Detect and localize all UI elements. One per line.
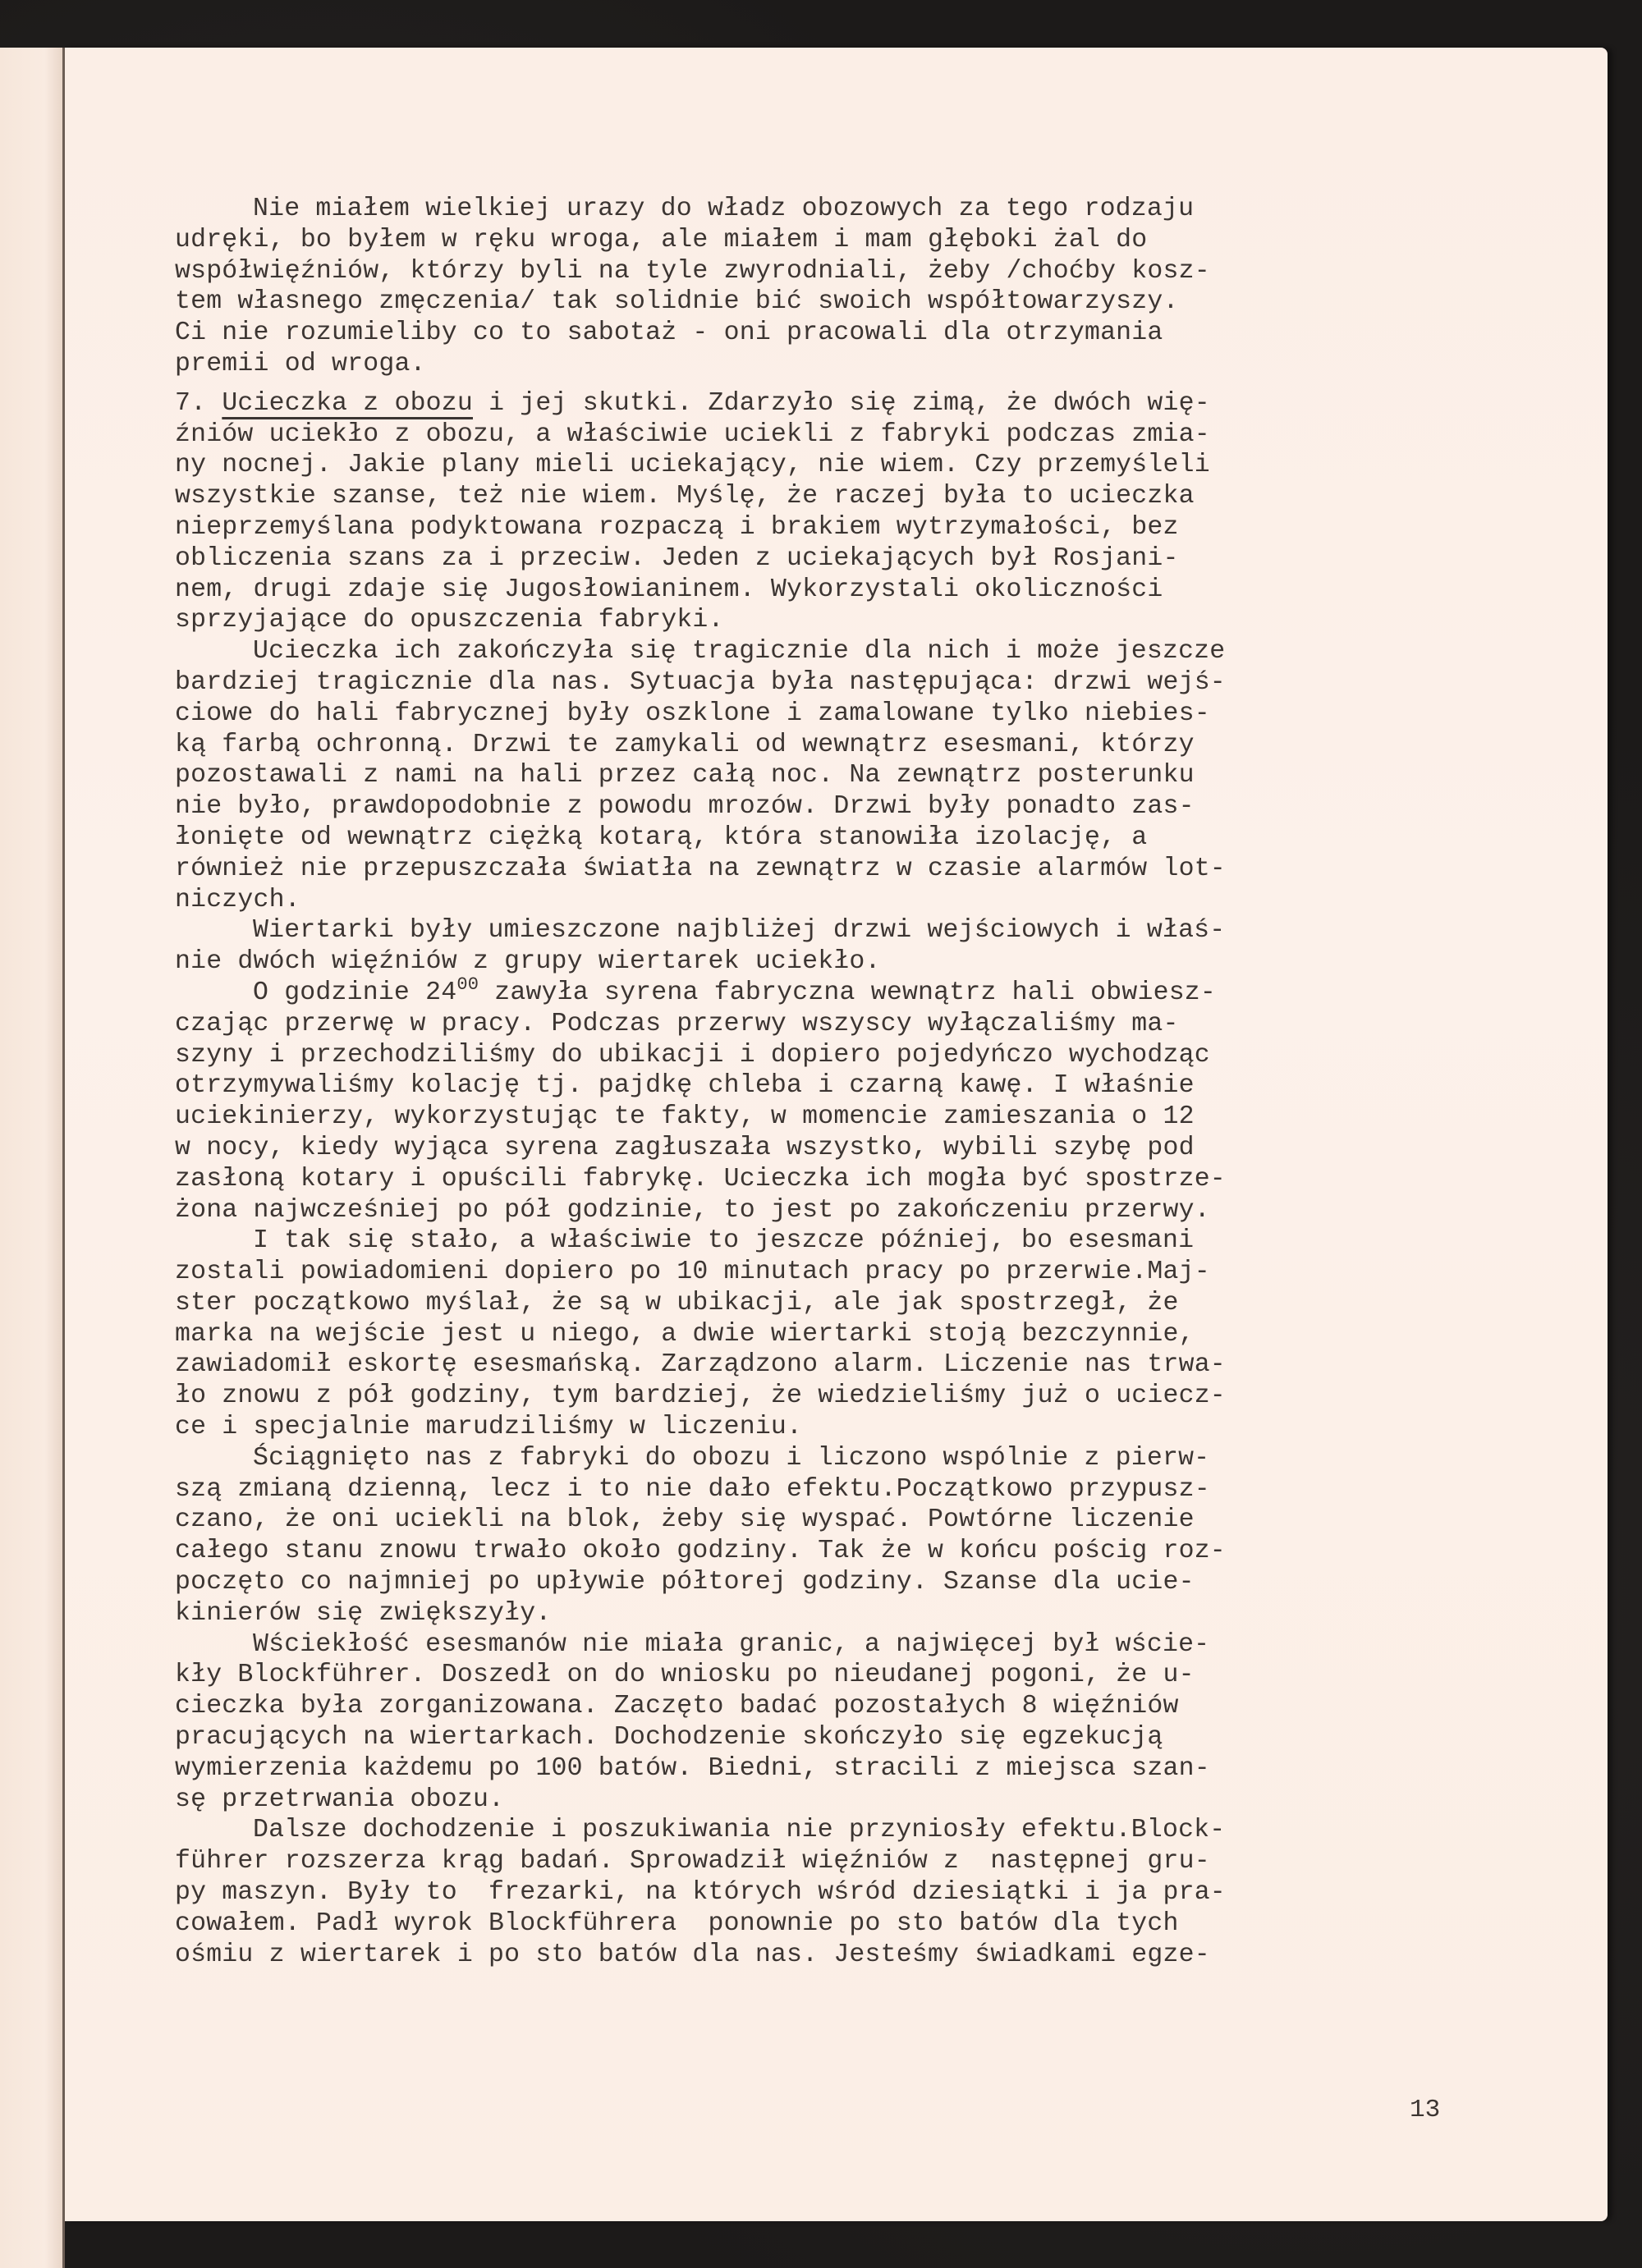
text-line: bardziej tragicznie dla nas. Sytuacja była następująca: drzwi wejś-: [175, 667, 1226, 697]
text-line: całego stanu znowu trwało około godziny. Tak że w końcu pościg roz-: [175, 1537, 1226, 1566]
text-line: łonięte od wewnątrz ciężką kotarą, która stanowiła izolację, a: [175, 822, 1148, 852]
superscript: 00: [456, 974, 479, 995]
text-line: führer rozszerza krąg badań. Sprowadził więźniów z następnej gru-: [175, 1847, 1210, 1876]
text-span: i jej skutki. Zdarzyło się zimą, że dwóch wię-: [488, 388, 1210, 418]
text-line: sprzyjające do opuszczenia fabryki.: [175, 606, 724, 635]
text-line: marka na wejście jest u niego, a dwie wiertarki stoją bezczynnie,: [175, 1319, 1195, 1349]
text-line: żona najwcześniej po pół godzinie, to jest po zakończeniu przerwy.: [175, 1195, 1210, 1225]
text-line: Wściekłość esesmanów nie miała granic, a najwięcej był wście-: [253, 1629, 1210, 1659]
text-line: sę przetrwania obozu.: [175, 1785, 505, 1814]
text-line: wymierzenia każdemu po 100 batów. Biedni, stracili z miejsca szan-: [175, 1753, 1210, 1783]
previous-page-edge: [0, 48, 64, 2268]
text-line: premii od wroga.: [175, 349, 426, 378]
text-line: kinierów się zwiększyły.: [175, 1598, 552, 1628]
text-line: zasłoną kotary i opuścili fabrykę. Ucieczka ich mogła być spostrze-: [175, 1164, 1226, 1194]
text-line: kły Blockführer. Doszedł on do wniosku po nieudanej pogoni, że u-: [175, 1661, 1195, 1690]
paragraph: [175, 636, 1456, 915]
text-line: również nie przepuszczała światła na zewnątrz w czasie alarmów lot-: [175, 854, 1226, 883]
text-line: ciowe do hali fabrycznej były oszklone i zamalowane tylko niebies-: [175, 699, 1210, 728]
body-text: [175, 194, 1456, 1970]
text-line: ło znowu z pół godziny, tym bardziej, że wiedzieliśmy już o uciecz-: [175, 1381, 1226, 1411]
paragraph: [175, 1443, 1456, 1629]
paragraph: [175, 1815, 1456, 1970]
text-line: nie dwóch więźniów z grupy wiertarek uciekło.: [175, 947, 881, 977]
text-line: obliczenia szans za i przeciw. Jeden z uciekających był Rosjani-: [175, 543, 1179, 573]
paragraph: [175, 974, 1456, 1226]
text-line: nem, drugi zdaje się Jugosłowianinem. Wykorzystali okoliczności: [175, 575, 1163, 604]
paragraph: [175, 1629, 1456, 1816]
text-line: pozostawali z nami na hali przez całą noc. Na zewnątrz posterunku: [175, 761, 1195, 790]
text-span: O godzinie 24: [253, 978, 457, 1007]
paragraph: [175, 388, 1456, 636]
text-line: wszystkie szanse, też nie wiem. Myślę, że raczej była to ucieczka: [175, 482, 1195, 511]
text-line: uciekinierzy, wykorzystując te fakty, w momencie zamieszania o 12: [175, 1102, 1195, 1132]
paragraph: [175, 194, 1456, 380]
text-line: otrzymywaliśmy kolację tj. pajdkę chleba i czarną kawę. I właśnie: [175, 1071, 1195, 1101]
text-line: [175, 974, 1456, 1009]
text-line: ośmiu z wiertarek i po sto batów dla nas. Jesteśmy świadkami egze-: [175, 1940, 1210, 1969]
text-line: zostali powiadomieni dopiero po 10 minutach pracy po przerwie.Maj-: [175, 1258, 1210, 1287]
text-line: źniów uciekło z obozu, a właściwie uciekli z fabryki podczas zmia-: [175, 419, 1210, 449]
text-line: Ściągnięto nas z fabryki do obozu i liczono wspólnie z pierw-: [253, 1443, 1210, 1473]
text-line: udręki, bo byłem w ręku wroga, ale miałem i mam głęboki żal do: [175, 225, 1148, 254]
text-line: czano, że oni uciekli na blok, żeby się wyspać. Powtórne liczenie: [175, 1505, 1195, 1535]
text-line: tem własnego zmęczenia/ tak solidnie bić swoich współtowarzyszy.: [175, 287, 1179, 317]
text-span: zawyła syrena fabryczna wewnątrz hali obwiesz-: [479, 978, 1217, 1007]
text-line: szyny i przechodziliśmy do ubikacji i dopiero pojedyńczo wychodząc: [175, 1040, 1210, 1070]
text-line: czając przerwę w pracy. Podczas przerwy wszyscy wyłączaliśmy ma-: [175, 1009, 1179, 1038]
text-line: zawiadomił eskortę esesmańską. Zarządzono alarm. Liczenie nas trwa-: [175, 1350, 1226, 1380]
text-line: ką farbą ochronną. Drzwi te zamykali od wewnątrz esesmani, którzy: [175, 730, 1195, 759]
section-title: Ucieczka z obozu: [222, 388, 473, 418]
paragraph: [175, 915, 1456, 978]
text-line: poczęto co najmniej po upływie półtorej godziny. Szanse dla ucie-: [175, 1568, 1195, 1597]
section-number: 7.: [175, 388, 207, 418]
text-line: py maszyn. Były to frezarki, na których wśród dziesiątki i ja pra-: [175, 1878, 1226, 1908]
text-line: cowałem. Padł wyrok Blockführera ponownie po sto batów dla tych: [175, 1908, 1179, 1938]
text-line: szą zmianą dzienną, lecz i to nie dało efektu.Początkowo przypusz-: [175, 1474, 1210, 1504]
text-line: I tak się stało, a właściwie to jeszcze później, bo esesmani: [253, 1226, 1195, 1256]
text-line: Dalsze dochodzenie i poszukiwania nie przyniosły efektu.Block-: [253, 1816, 1226, 1845]
text-line: niczych.: [175, 885, 300, 914]
text-line: ce i specjalnie marudziliśmy w liczeniu.: [175, 1413, 803, 1442]
text-line: cieczka była zorganizowana. Zaczęto badać pozostałych 8 więźniów: [175, 1692, 1179, 1721]
page-number: 13: [1410, 2096, 1441, 2124]
text-line: ster początkowo myślał, że są w ubikacji, ale jak spostrzegł, że: [175, 1288, 1179, 1317]
text-line: współwięźniów, którzy byli na tyle zwyrodniali, żeby /choćby kosz-: [175, 256, 1210, 286]
text-line: nie było, prawdopodobnie z powodu mrozów. Drzwi były ponadto zas-: [175, 792, 1195, 822]
text-line: pracujących na wiertarkach. Dochodzenie skończyło się egzekucją: [175, 1723, 1163, 1753]
text-line: Wiertarki były umieszczone najbliżej drzwi wejściowych i właś-: [253, 916, 1226, 946]
paragraph: [175, 1226, 1456, 1443]
text-line: ny nocnej. Jakie plany mieli uciekający, nie wiem. Czy przemyśleli: [175, 451, 1210, 480]
text-line: Ci nie rozumieliby co to sabotaż - oni pracowali dla otrzymania: [175, 318, 1163, 348]
text-line: Ucieczka ich zakończyła się tragicznie dla nich i może jeszcze: [253, 637, 1226, 667]
text-line: w nocy, kiedy wyjąca syrena zagłuszała wszystko, wybili szybę pod: [175, 1133, 1195, 1162]
text-line: nieprzemyślana podyktowana rozpaczą i brakiem wytrzymałości, bez: [175, 512, 1179, 542]
section-heading-line: [175, 388, 1456, 419]
text-line: Nie miałem wielkiej urazy do władz obozowych za tego rodzaju: [253, 195, 1195, 223]
